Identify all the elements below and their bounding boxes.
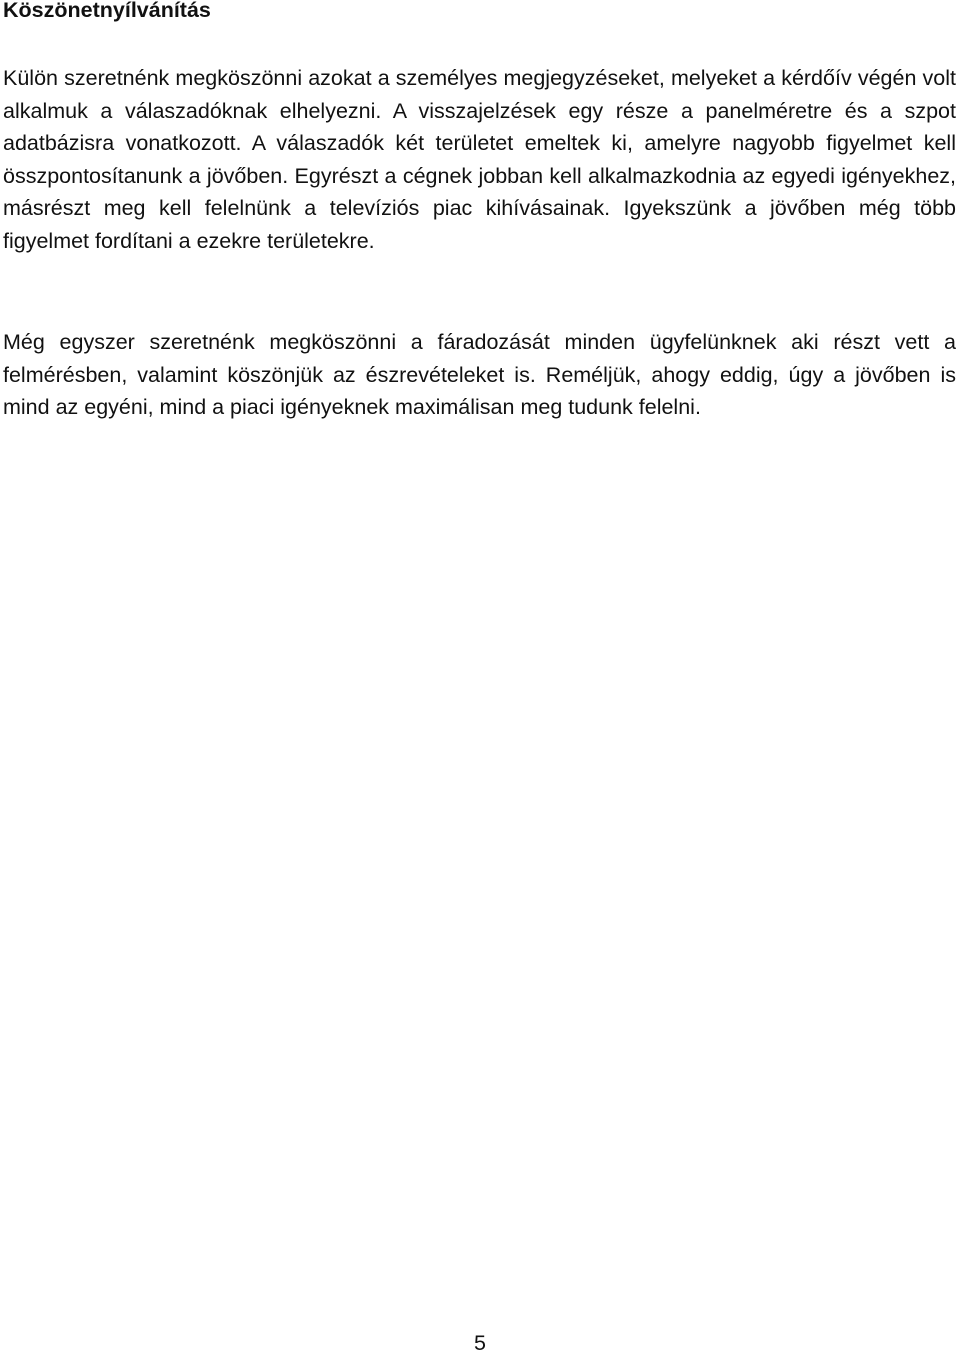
paragraph-acknowledgement: Külön szeretnénk megköszönni azokat a személyes megjegyzéseket, melyeket a kérdőív végén volt alkalmuk a válaszadóknak elhelyezni. A visszajelzések egy része a panelméretre és a szpot adatbázisra vonatkozott. A válaszadók két területet emeltek ki, amelyre nagyobb figyelmet kell összpontosítanunk a jövőben. Egyrészt a cégnek jobban kell alkalmazkodnia az egyedi igényekhez, másrészt meg kell felelnünk a televíziós piac kihívásainak. Igyekszünk a jövőben még több figyelmet fordítani a ezekre területekre. bbox=[3, 66, 956, 253]
paragraph-thanks: Még egyszer szeretnénk megköszönni a fáradozását minden ügyfelünknek aki részt vett a felmérésben, valamint köszönjük az észrevételeket is. Reméljük, ahogy eddig, úgy a jövőben is mind az egyéni, mind a piaci igényeknek maximálisan meg tudunk felelni. bbox=[3, 330, 956, 419]
section-heading: Köszönetnyílvánítás bbox=[3, 0, 211, 22]
page-number: 5 bbox=[474, 1331, 486, 1355]
